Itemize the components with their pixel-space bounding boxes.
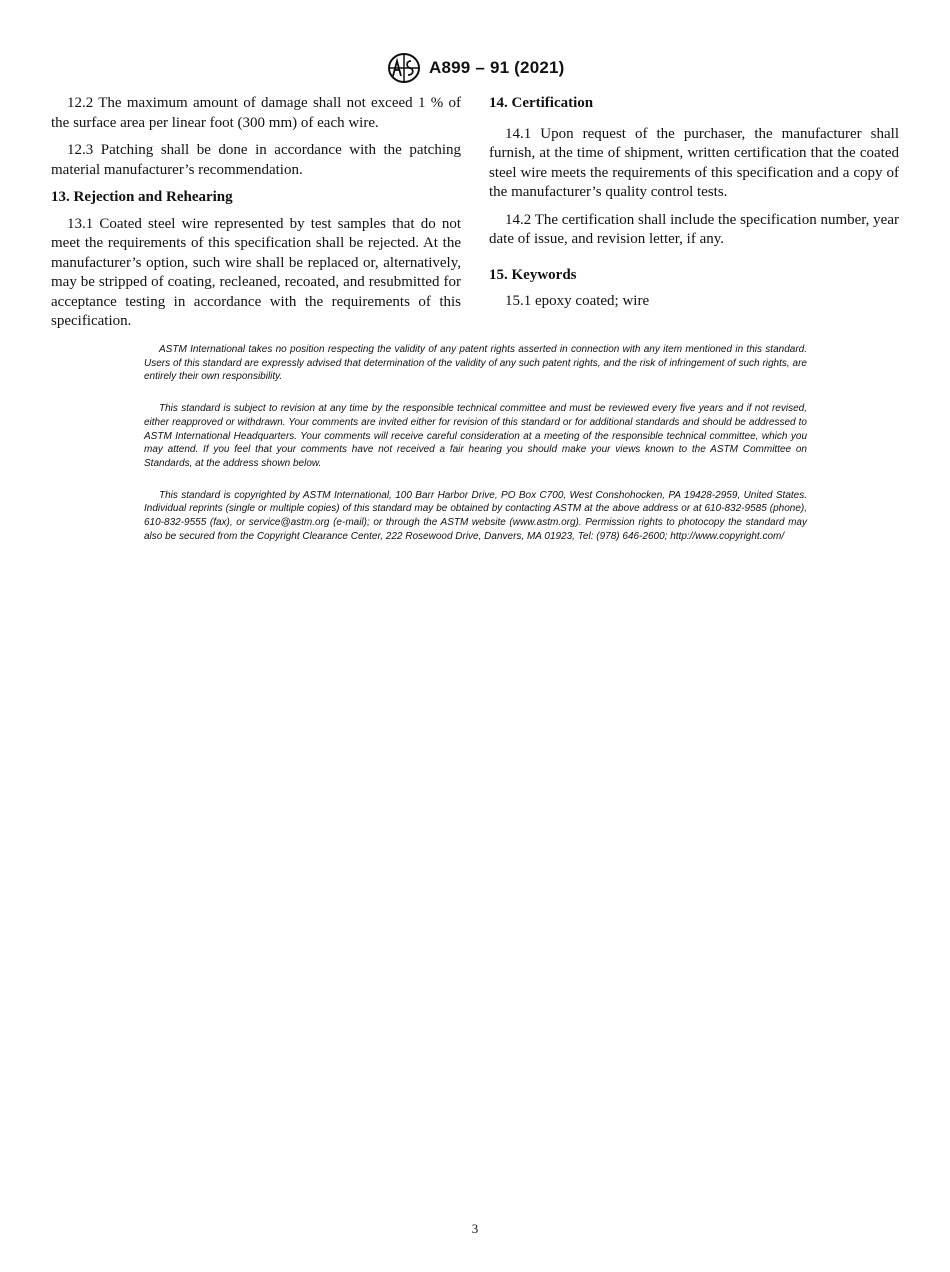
page-number: 3 <box>471 1221 479 1236</box>
left-column <box>51 94 461 340</box>
paragraph-14-2: 14.2 The certification shall include the specification number, year date of issue, and revision letter, if any. <box>489 211 899 247</box>
copyright-notice: This standard is copyrighted by ASTM International, 100 Barr Harbor Drive, PO Box C700, West Conshohocken, PA 19428-2959, United States. Individual reprints (single or multiple copies) of this standard may be obtained by contacting ASTM at the above address or at 610-832-9585 (phone), 610-832-9555 (fax), or service@astm.org (e-mail); or through the ASTM website (www.astm.org). Permission rights to photocopy the standard may also be secured from the Copyright Clearance Center, 222 Rosewood Drive, Danvers, MA 01923, Tel: (978) 646-2600; http://www.copyright.com/ <box>144 489 807 542</box>
right-column <box>489 94 899 320</box>
paragraph-14-1: 14.1 Upon request of the purchaser, the manufacturer shall furnish, at the time of shipment, written certification that the coated steel wire meets the requirements of this specification and a copy of the manufacturer’s quality control tests. <box>489 125 899 200</box>
patent-notice: ASTM International takes no position respecting the validity of any patent rights asserted in connection with any item mentioned in this standard. Users of this standard are expressly advised that determination of the validity of any such patent rights, and the risk of infringement of such rights, are entirely their own responsibility. <box>144 344 807 383</box>
paragraph-12-2: 12.2 The maximum amount of damage shall not exceed 1 % of the surface area per linear foot (300 mm) of each wire. <box>51 95 461 131</box>
revision-notice: This standard is subject to revision at any time by the responsible technical committee and must be reviewed every five years and if not revised, either reapproved or withdrawn. Your comments are invited either for revision of this standard or for additional standards and should be addressed to ASTM International Headquarters. Your comments will receive careful consideration at a meeting of the responsible technical committee, which you may attend. If you feel that your comments have not received a fair hearing you should make your views known to the ASTM Committee on Standards, at the address shown below. <box>144 403 807 469</box>
paragraph-15-1: 15.1 epoxy coated; wire <box>505 293 650 309</box>
section-15-heading: 15. Keywords <box>489 266 577 283</box>
legal-notices <box>144 343 807 561</box>
section-14-heading: 14. Certification <box>489 95 594 111</box>
section-13-heading: 13. Rejection and Rehearing <box>51 189 233 205</box>
paragraph-13-1: 13.1 Coated steel wire represented by test samples that do not meet the requirements of this specification shall be rejected. At the manufacturer’s option, such wire shall be replaced or, alternatively, may be stripped of coating, recleaned, recoated, and resubmitted for acceptance testing in accordance with the requirements of this specification. <box>51 215 461 329</box>
standard-designation: A899 – 91 (2021) <box>429 58 565 77</box>
page-header <box>0 52 950 86</box>
astm-logo-icon <box>384 52 424 84</box>
paragraph-12-3: 12.3 Patching shall be done in accordance with the patching material manufacturer’s recommendation. <box>51 142 461 178</box>
